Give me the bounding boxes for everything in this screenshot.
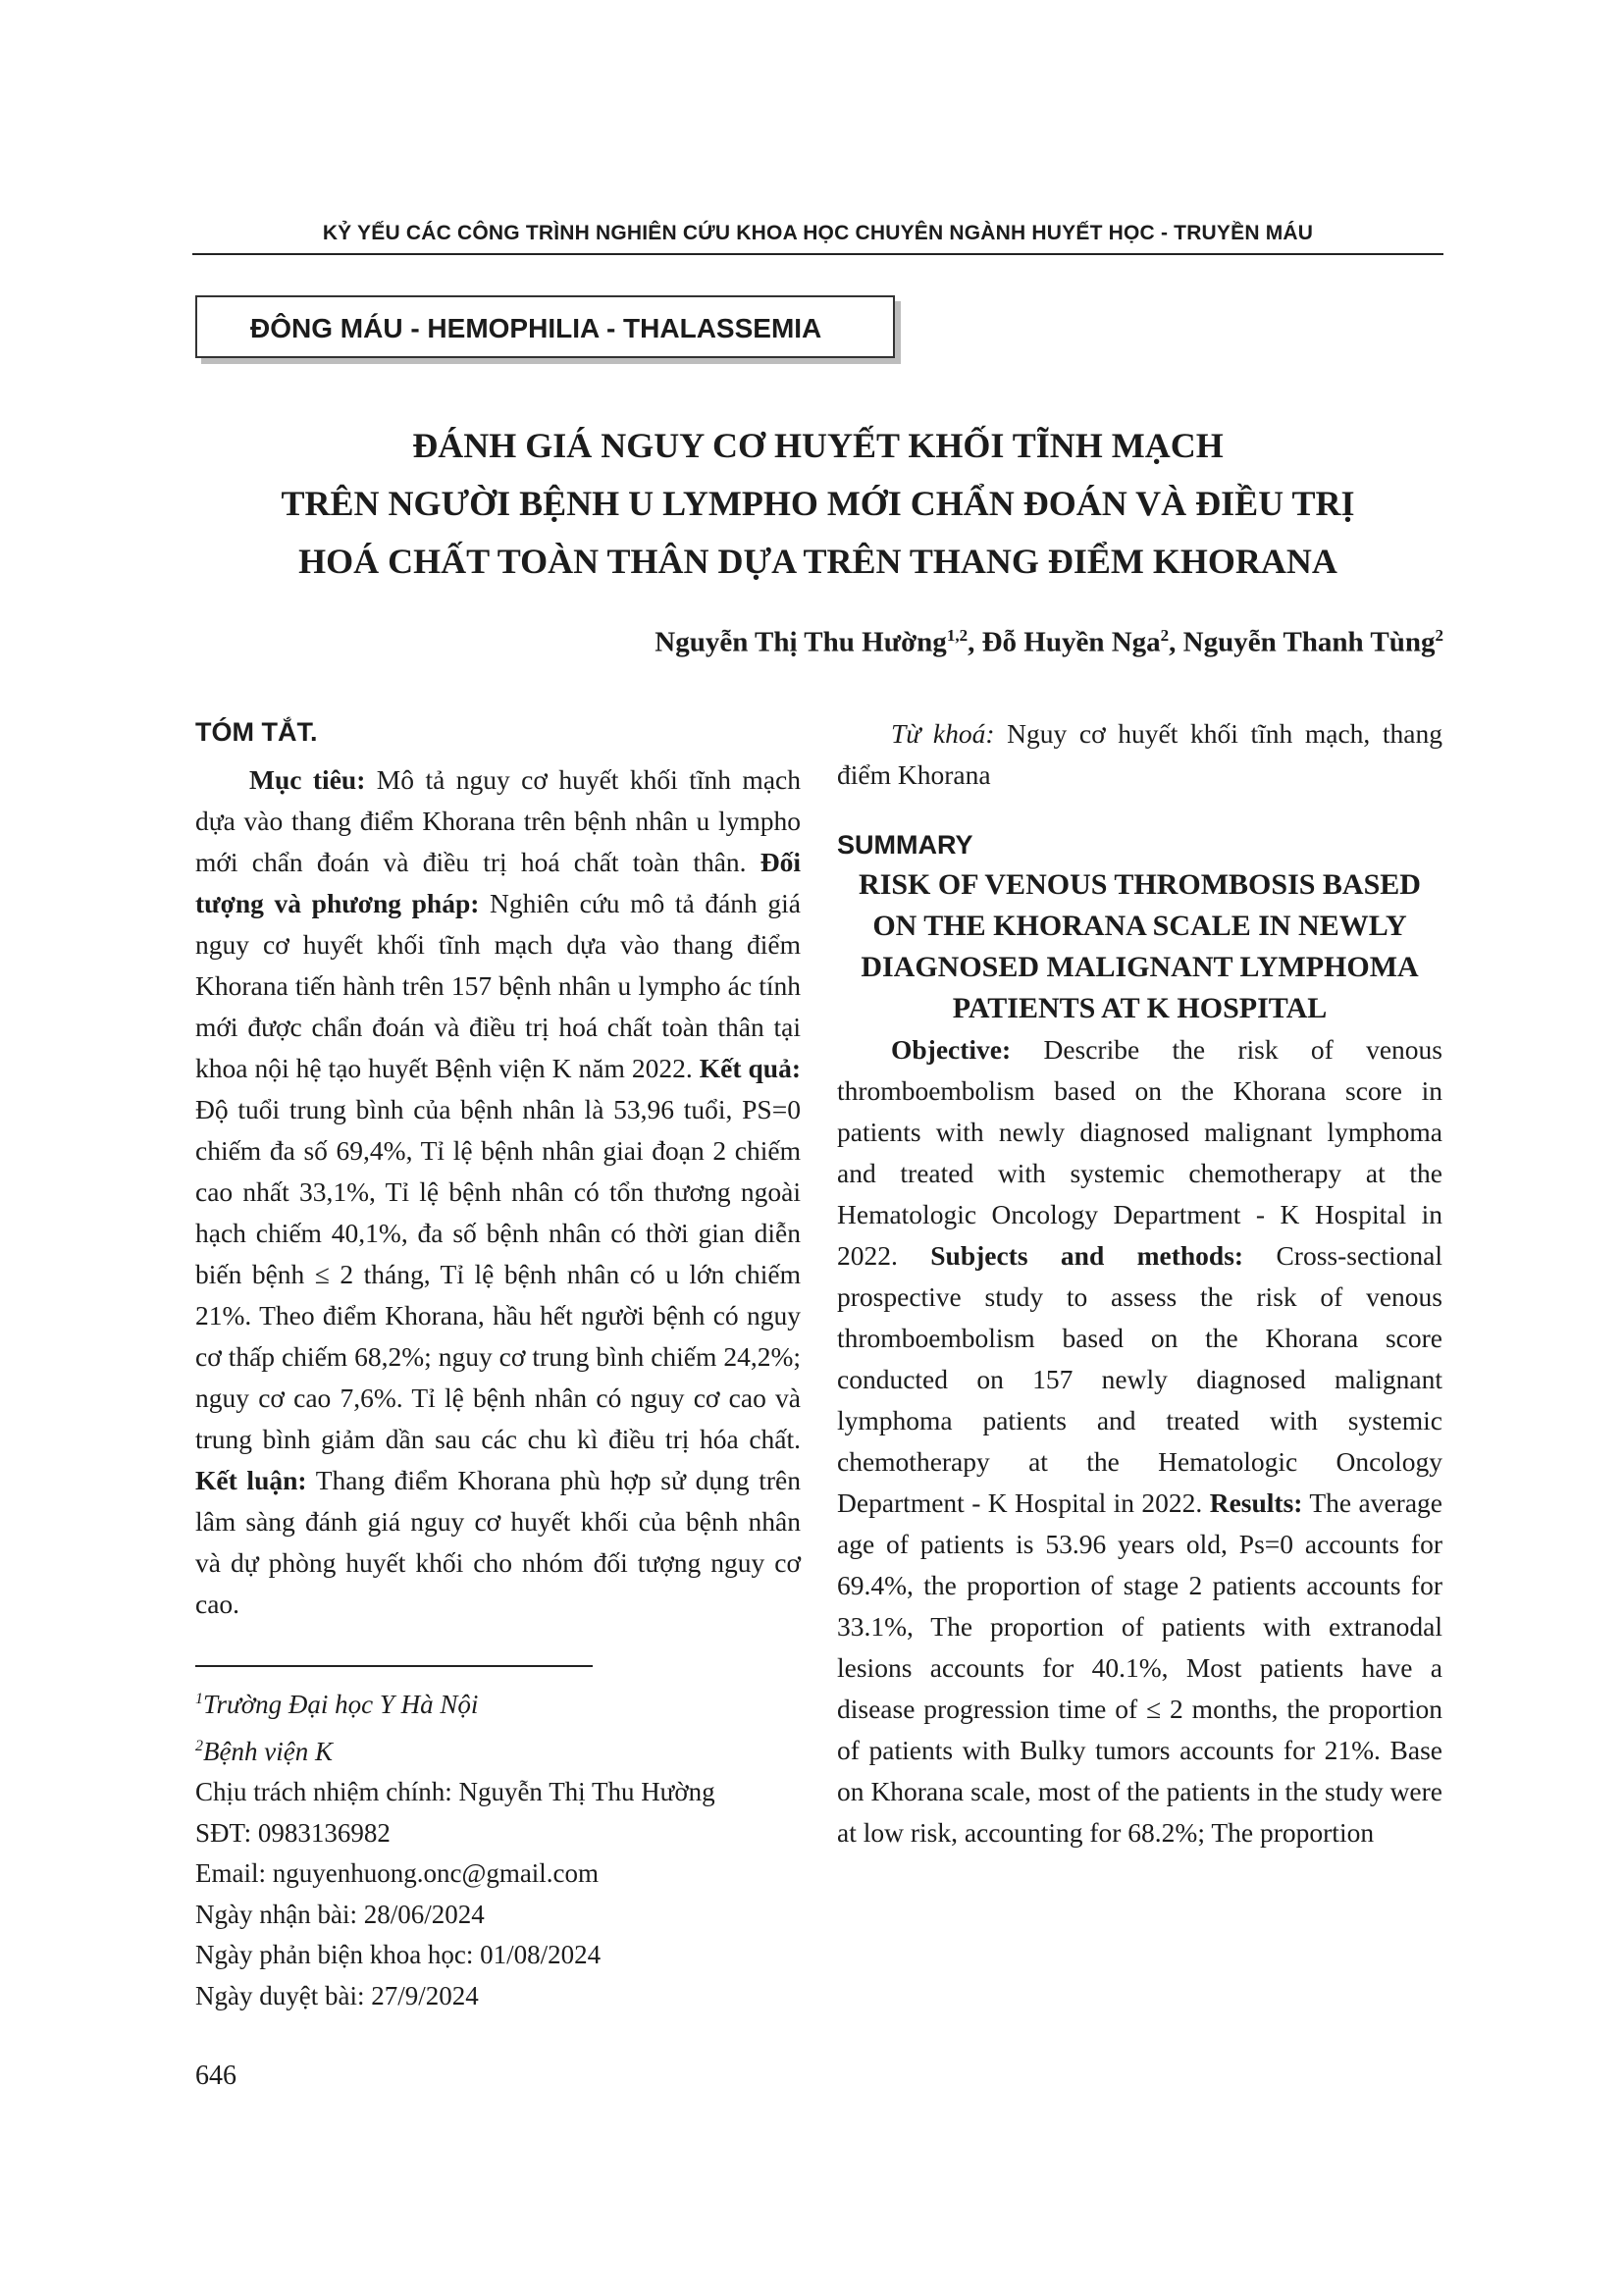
email: Email: nguyenhuong.onc@gmail.com <box>195 1858 600 1888</box>
title-line: ĐÁNH GIÁ NGUY CƠ HUYẾT KHỐI TĨNH MẠCH <box>412 426 1224 465</box>
abstract-vi-body <box>195 759 801 1625</box>
objective-label-en: Objective: <box>891 1034 1012 1065</box>
objective-text: Mô tả nguy cơ huyết khối tĩnh mạch dựa vào thang điểm Khorana trên bệnh nhân u lympho mới chẩn đoán và điều trị hoá chất toàn thân. <box>195 764 801 877</box>
conclusion-label: Kết luận: <box>195 1465 307 1495</box>
keywords-text: Nguy cơ huyết khối tĩnh mạch, thang điểm Khorana <box>837 718 1442 790</box>
running-header: KỶ YẾU CÁC CÔNG TRÌNH NGHIÊN CỨU KHOA HỌC CHUYÊN NGÀNH HUYẾT HỌC - TRUYỀN MÁU <box>322 222 1314 244</box>
article-title <box>192 417 1443 591</box>
affiliation-text: Bệnh viện K <box>203 1736 333 1766</box>
accepted-date: Ngày duyệt bài: 27/9/2024 <box>195 1980 479 2010</box>
objective-text-en: Describe the risk of venous thromboembolism based on the Khorana score in patients with newly diagnosed malignant lymphoma and treated with systemic chemotherapy at the Hematologic Oncology Department - K Hospital in 2022. <box>837 1034 1442 1271</box>
summary-en-column <box>837 713 1442 1853</box>
abstract-heading: TÓM TẮT. <box>195 717 318 747</box>
title-line: HOÁ CHẤT TOÀN THÂN DỰA TRÊN THANG ĐIỂM KHORANA <box>298 542 1337 581</box>
summary-title: RISK OF VENOUS THROMBOSIS BASED ON THE KHORANA SCALE IN NEWLY DIAGNOSED MALIGNANT LYMPHOMA PATIENTS AT K HOSPITAL <box>859 868 1421 1024</box>
title-line: TRÊN NGƯỜI BỆNH U LYMPHO MỚI CHẨN ĐOÁN VÀ ĐIỀU TRỊ <box>281 484 1355 523</box>
phone: SĐT: 0983136982 <box>195 1817 391 1848</box>
author-name: Nguyễn Thị Thu Hường <box>655 626 947 658</box>
affiliation-mark: 2 <box>195 1737 203 1754</box>
results-label-en: Results: <box>1209 1487 1303 1518</box>
results-text-en: The average age of patients is 53.96 years old, Ps=0 accounts for 69.4%, the proportion of stage 2 patients accounts for 33.1%, The proportion of patients with extranodal lesions accounts for 40.1%, Most patients have a disease progression time of ≤ 2 months, the proportion of patients with Bulky tumors accounts for 21%. Base on Khorana scale, most of the patients in the study were at low risk, accounting for 68.2%; The proportion <box>837 1487 1442 1848</box>
author-affiliation: 1,2 <box>946 626 969 645</box>
methods-text: Nghiên cứu mô tả đánh giá nguy cơ huyết khối tĩnh mạch dựa vào thang điểm Khorana tiến hành trên 157 bệnh nhân u lympho ác tính mới được chẩn đoán và điều trị hoá chất toàn thân tại khoa nội hệ tạo huyết Bệnh viện K năm 2022. <box>195 888 801 1083</box>
author-list <box>192 626 1443 659</box>
footnotes <box>195 1679 823 2016</box>
methods-label: Đối tượng và phương pháp: <box>195 847 801 918</box>
affiliation-mark: 1 <box>195 1691 203 1707</box>
methods-label-en: Subjects and methods: <box>930 1240 1244 1271</box>
objective-label: Mục tiêu: <box>249 764 366 795</box>
section-label: ĐÔNG MÁU - HEMOPHILIA - THALASSEMIA <box>195 295 895 358</box>
footnote-rule <box>195 1665 593 1667</box>
results-text: Độ tuổi trung bình của bệnh nhân là 53,96 tuổi, PS=0 chiếm đa số 69,4%, Tỉ lệ bệnh nhân giai đoạn 2 chiếm cao nhất 33,1%, Tỉ lệ bệnh nhân có tổn thương ngoài hạch chiếm 40,1%, đa số bệnh nhân có thời gian diễn biến bệnh ≤ 2 tháng, Tỉ lệ bệnh nhân có u lớn chiếm 21%. Theo điểm Khorana, hầu hết người bệnh có nguy cơ thấp chiếm 68,2%; nguy cơ trung bình chiếm 24,2%; nguy cơ cao 7,6%. Tỉ lệ bệnh nhân có nguy cơ cao và trung bình giảm dần sau các chu kì điều trị hóa chất. <box>195 1094 801 1454</box>
review-date: Ngày phản biện khoa học: 01/08/2024 <box>195 1940 602 1969</box>
abstract-vi-column <box>195 714 801 1625</box>
author-name: Đỗ Huyền Nga <box>981 626 1161 658</box>
received-date: Ngày nhận bài: 28/06/2024 <box>195 1899 485 1929</box>
author-separator: , <box>1169 626 1183 658</box>
header-rule <box>192 253 1443 255</box>
author-affiliation: 2 <box>1435 626 1443 645</box>
summary-body <box>837 1029 1442 1853</box>
summary-heading: SUMMARY <box>837 830 973 860</box>
affiliation-1 <box>195 1679 823 1726</box>
page-number: 646 <box>195 2061 236 2091</box>
keywords <box>837 713 1442 796</box>
affiliation-text: Trường Đại học Y Hà Nội <box>203 1690 479 1719</box>
keywords-label: Từ khoá: <box>891 718 995 749</box>
author-separator: , <box>968 626 982 658</box>
author-affiliation: 2 <box>1160 626 1170 645</box>
author-name: Nguyễn Thanh Tùng <box>1182 626 1436 658</box>
results-label: Kết quả: <box>699 1053 801 1083</box>
conclusion-text: Thang điểm Khorana phù hợp sử dụng trên lâm sàng đánh giá nguy cơ huyết khối của bệnh nhân và dự phòng huyết khối cho nhóm đối tượng nguy cơ cao. <box>195 1465 801 1619</box>
affiliation-2 <box>195 1726 823 1773</box>
methods-text-en: Cross-sectional prospective study to assess the risk of venous thromboembolism based on the Khorana score conducted on 157 newly diagnosed malignant lymphoma patients and treated with systemic chemotherapy at the Hematologic Oncology Department - K Hospital in 2022. <box>837 1240 1442 1518</box>
corresponding-author: Chịu trách nhiệm chính: Nguyễn Thị Thu Hường <box>195 1777 715 1806</box>
